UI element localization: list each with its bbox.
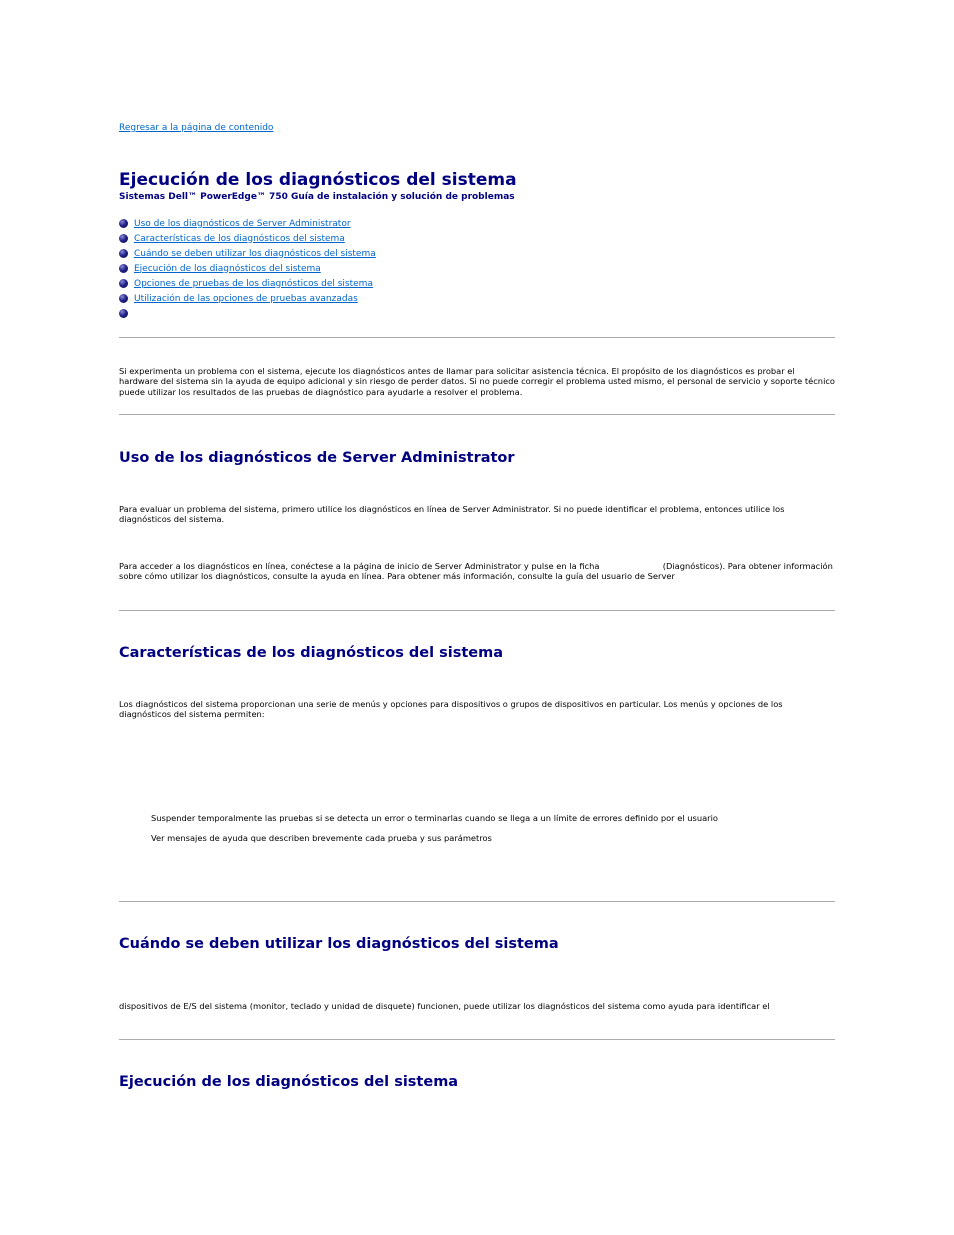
toc-link-run[interactable]: Ejecución de los diagnósticos del sistema bbox=[134, 263, 321, 274]
section-heading-features: Características de los diagnósticos del sistema bbox=[119, 645, 503, 661]
divider bbox=[119, 901, 835, 902]
server-admin-p2-start: Para acceder a los diagnósticos en línea, conéctese a la página de inicio de Server Administrator y pulse en la ficha bbox=[119, 561, 600, 571]
divider bbox=[119, 337, 835, 338]
bullet-icon bbox=[119, 234, 128, 243]
section-heading-when: Cuándo se deben utilizar los diagnósticos del sistema bbox=[119, 936, 559, 952]
toc-item bbox=[119, 231, 376, 246]
page-title: Ejecución de los diagnósticos del sistema bbox=[119, 170, 517, 190]
bullet-icon bbox=[119, 219, 128, 228]
toc-link-advanced[interactable]: Utilización de las opciones de pruebas avanzadas bbox=[134, 293, 358, 304]
divider bbox=[119, 610, 835, 611]
server-admin-paragraph-2 bbox=[119, 561, 835, 582]
toc-item bbox=[119, 291, 376, 306]
bullet-icon bbox=[119, 249, 128, 258]
server-admin-p2-end: (Diagnósticos). Para obtener información sobre cómo utilizar los diagnósticos, consulte la ayuda en línea. Para obtener más información, consulte la guía del usuario de Server bbox=[119, 561, 833, 582]
bullet-icon bbox=[119, 264, 128, 273]
toc-item bbox=[119, 246, 376, 261]
toc-item bbox=[119, 261, 376, 276]
features-list-item: Suspender temporalmente las pruebas si se detecta un error o terminarlas cuando se llega a un límite de errores definido por el usuario bbox=[151, 813, 718, 823]
section-heading-run: Ejecución de los diagnósticos del sistema bbox=[119, 1074, 459, 1090]
section-heading-server-admin: Uso de los diagnósticos de Server Administrator bbox=[119, 450, 515, 466]
features-list-item: Ver mensajes de ayuda que describen brevemente cada prueba y sus parámetros bbox=[151, 833, 492, 843]
toc-link-options[interactable]: Opciones de pruebas de los diagnósticos del sistema bbox=[134, 278, 373, 289]
when-paragraph: dispositivos de E/S del sistema (monitor, teclado y unidad de disquete) funcionen, puede utilizar los diagnósticos del sistema como ayuda para identificar el bbox=[119, 1001, 770, 1011]
bullet-icon bbox=[119, 279, 128, 288]
toc-item bbox=[119, 216, 376, 231]
divider bbox=[119, 414, 835, 415]
divider bbox=[119, 1039, 835, 1040]
features-paragraph: Los diagnósticos del sistema proporcionan una serie de menús y opciones para dispositivos o grupos de dispositivos en particular. Los menús y opciones de los diagnósticos del sistema permiten: bbox=[119, 699, 783, 720]
back-to-contents-link[interactable]: Regresar a la página de contenido bbox=[119, 123, 274, 133]
server-admin-paragraph-1: Para evaluar un problema del sistema, primero utilice los diagnósticos en línea de Server Administrator. Si no puede identificar el problema, entonces utilice los diagnósticos del sistema. bbox=[119, 504, 785, 525]
bullet-icon bbox=[119, 294, 128, 303]
table-of-contents bbox=[119, 216, 376, 321]
toc-item bbox=[119, 306, 376, 321]
toc-link-features[interactable]: Características de los diagnósticos del sistema bbox=[134, 233, 345, 244]
bullet-icon bbox=[119, 309, 128, 318]
toc-link-server-admin[interactable]: Uso de los diagnósticos de Server Administrator bbox=[134, 218, 351, 229]
toc-item bbox=[119, 276, 376, 291]
intro-paragraph: Si experimenta un problema con el sistema, ejecute los diagnósticos antes de llamar para solicitar asistencia técnica. El propósito de los diagnósticos es probar el hardware del sistema sin la ayuda de equipo adicional y sin riesgo de perder datos. Si no puede corregir el problema usted mismo, el personal de servicio y soporte técnico puede utilizar los resultados de las pruebas de diagnóstico para ayudarle a resolver el problema. bbox=[119, 366, 836, 397]
page-subtitle: Sistemas Dell™ PowerEdge™ 750 Guía de instalación y solución de problemas bbox=[119, 192, 515, 202]
toc-link-when[interactable]: Cuándo se deben utilizar los diagnósticos del sistema bbox=[134, 248, 376, 259]
toc-link-blank[interactable] bbox=[134, 309, 216, 319]
